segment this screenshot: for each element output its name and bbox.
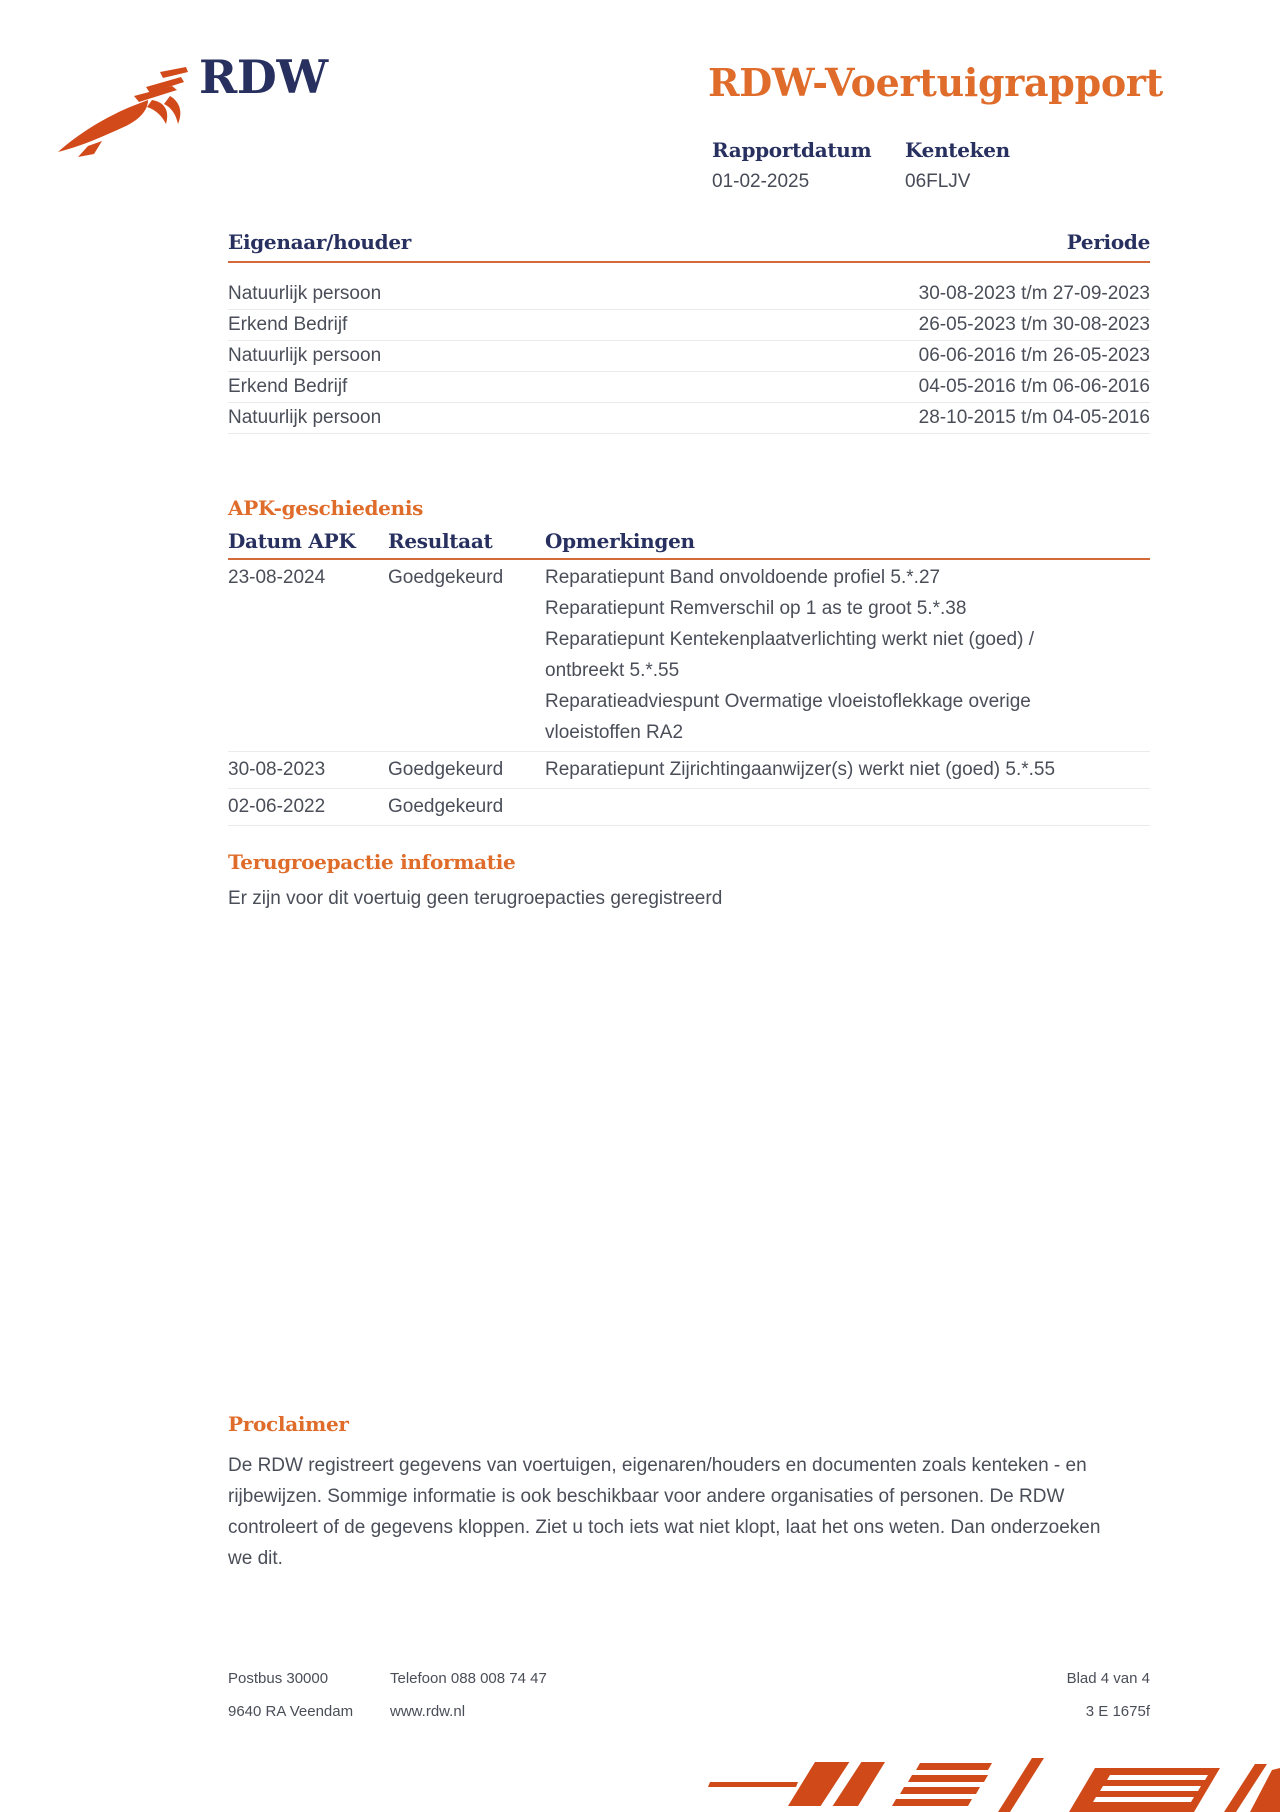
eigenaar-table bbox=[228, 279, 1150, 434]
opmerking-line: Reparatiepunt Zijrichtingaanwijzer(s) werkt niet (goed) 5.*.55 bbox=[545, 759, 1056, 780]
apk-heading: APK-geschiedenis bbox=[228, 496, 424, 520]
owner-type: Natuurlijk persoon bbox=[228, 283, 382, 304]
proclaimer-line: De RDW registreert gegevens van voertuigen, eigenaren/houders en documenten zoals kenteken - en bbox=[228, 1455, 1087, 1476]
bottom-stripes-decoration-icon bbox=[680, 1756, 1280, 1812]
apk-resultaat: Goedgekeurd bbox=[388, 567, 504, 588]
eigenaar-heading: Eigenaar/houder bbox=[228, 230, 412, 254]
rdw-logo-swoosh-icon bbox=[52, 66, 200, 168]
owner-periode: 28-10-2015 t/m 04-05-2016 bbox=[918, 407, 1150, 428]
form-code: 3 E 1675f bbox=[1085, 1703, 1150, 1720]
apk-opmerkingen bbox=[545, 791, 1150, 822]
rdw-logo-text: RDW bbox=[199, 50, 328, 104]
proclaimer-section bbox=[228, 1412, 1150, 1574]
footer-address-line2: 9640 RA Veendam bbox=[228, 1703, 354, 1720]
page-title: RDW-Voertuigrapport bbox=[708, 60, 1163, 105]
eigenaar-table-header bbox=[228, 230, 1150, 254]
table-row bbox=[228, 310, 1150, 341]
rapportdatum-value: 01-02-2025 bbox=[712, 171, 810, 192]
owner-type: Erkend Bedrijf bbox=[228, 314, 348, 335]
proclaimer-line: controleert of de gegevens kloppen. Ziet u toch iets wat niet klopt, laat het ons weten. Dan onderzoeken bbox=[228, 1517, 1101, 1538]
table-row bbox=[228, 341, 1150, 372]
terugroepactie-section bbox=[228, 850, 1150, 914]
opmerking-line: Reparatieadviespunt Overmatige vloeistoflekkage overige bbox=[545, 691, 1031, 712]
proclaimer-body bbox=[228, 1450, 1150, 1574]
table-row bbox=[228, 403, 1150, 434]
terugroepactie-heading: Terugroepactie informatie bbox=[228, 850, 516, 874]
column-header-resultaat: Resultaat bbox=[388, 529, 493, 553]
apk-datum: 30-08-2023 bbox=[228, 759, 326, 780]
column-header-opmerkingen: Opmerkingen bbox=[545, 529, 695, 553]
table-row bbox=[228, 372, 1150, 403]
proclaimer-heading: Proclaimer bbox=[228, 1412, 349, 1436]
owner-periode: 26-05-2023 t/m 30-08-2023 bbox=[918, 314, 1150, 335]
opmerking-line: ontbreekt 5.*.55 bbox=[545, 660, 680, 681]
column-header-datum: Datum APK bbox=[228, 529, 356, 553]
terugroepactie-body: Er zijn voor dit voertuig geen terugroepacties geregistreerd bbox=[228, 888, 723, 909]
footer-website: www.rdw.nl bbox=[390, 1703, 466, 1720]
table-row bbox=[228, 789, 1150, 826]
page-footer bbox=[228, 1662, 1150, 1728]
eigenaar-houder-section bbox=[228, 230, 1150, 434]
apk-table-header bbox=[228, 529, 1150, 553]
table-row bbox=[228, 279, 1150, 310]
periode-column-header: Periode bbox=[1066, 230, 1150, 254]
table-row bbox=[228, 560, 1150, 752]
table-row bbox=[228, 752, 1150, 789]
footer-address-line1: Postbus 30000 bbox=[228, 1670, 329, 1687]
apk-resultaat: Goedgekeurd bbox=[388, 796, 504, 817]
page-indicator: Blad 4 van 4 bbox=[1066, 1670, 1150, 1687]
apk-datum: 02-06-2022 bbox=[228, 796, 326, 817]
proclaimer-line: we dit. bbox=[228, 1548, 283, 1569]
rapportdatum-block bbox=[712, 138, 905, 193]
owner-periode: 04-05-2016 t/m 06-06-2016 bbox=[918, 376, 1150, 397]
owner-type: Erkend Bedrijf bbox=[228, 376, 348, 397]
owner-periode: 06-06-2016 t/m 26-05-2023 bbox=[918, 345, 1150, 366]
footer-page-info bbox=[1067, 1662, 1150, 1728]
owner-type: Natuurlijk persoon bbox=[228, 407, 382, 428]
opmerking-line: Reparatiepunt Kentekenplaatverlichting werkt niet (goed) / bbox=[545, 629, 1035, 650]
footer-contact bbox=[390, 1662, 1067, 1728]
section-rule bbox=[228, 261, 1150, 263]
opmerking-line: vloeistoffen RA2 bbox=[545, 722, 684, 743]
apk-resultaat: Goedgekeurd bbox=[388, 759, 504, 780]
opmerking-line: Reparatiepunt Remverschil op 1 as te groot 5.*.38 bbox=[545, 598, 967, 619]
owner-periode: 30-08-2023 t/m 27-09-2023 bbox=[918, 283, 1150, 304]
kenteken-block bbox=[905, 138, 1010, 193]
kenteken-value: 06FLJV bbox=[905, 171, 971, 192]
footer-address bbox=[228, 1662, 390, 1728]
apk-geschiedenis-section bbox=[228, 496, 1150, 826]
apk-datum: 23-08-2024 bbox=[228, 567, 326, 588]
proclaimer-line: rijbewijzen. Sommige informatie is ook beschikbaar voor andere organisaties of personen. De RDW bbox=[228, 1486, 1065, 1507]
opmerking-line: Reparatiepunt Band onvoldoende profiel 5.*.27 bbox=[545, 567, 941, 588]
rapportdatum-label: Rapportdatum bbox=[712, 138, 872, 162]
kenteken-label: Kenteken bbox=[905, 138, 1010, 162]
apk-opmerkingen bbox=[545, 754, 1150, 785]
report-meta bbox=[712, 138, 1010, 193]
apk-opmerkingen bbox=[545, 562, 1150, 748]
footer-phone: Telefoon 088 008 74 47 bbox=[390, 1670, 547, 1687]
owner-type: Natuurlijk persoon bbox=[228, 345, 382, 366]
